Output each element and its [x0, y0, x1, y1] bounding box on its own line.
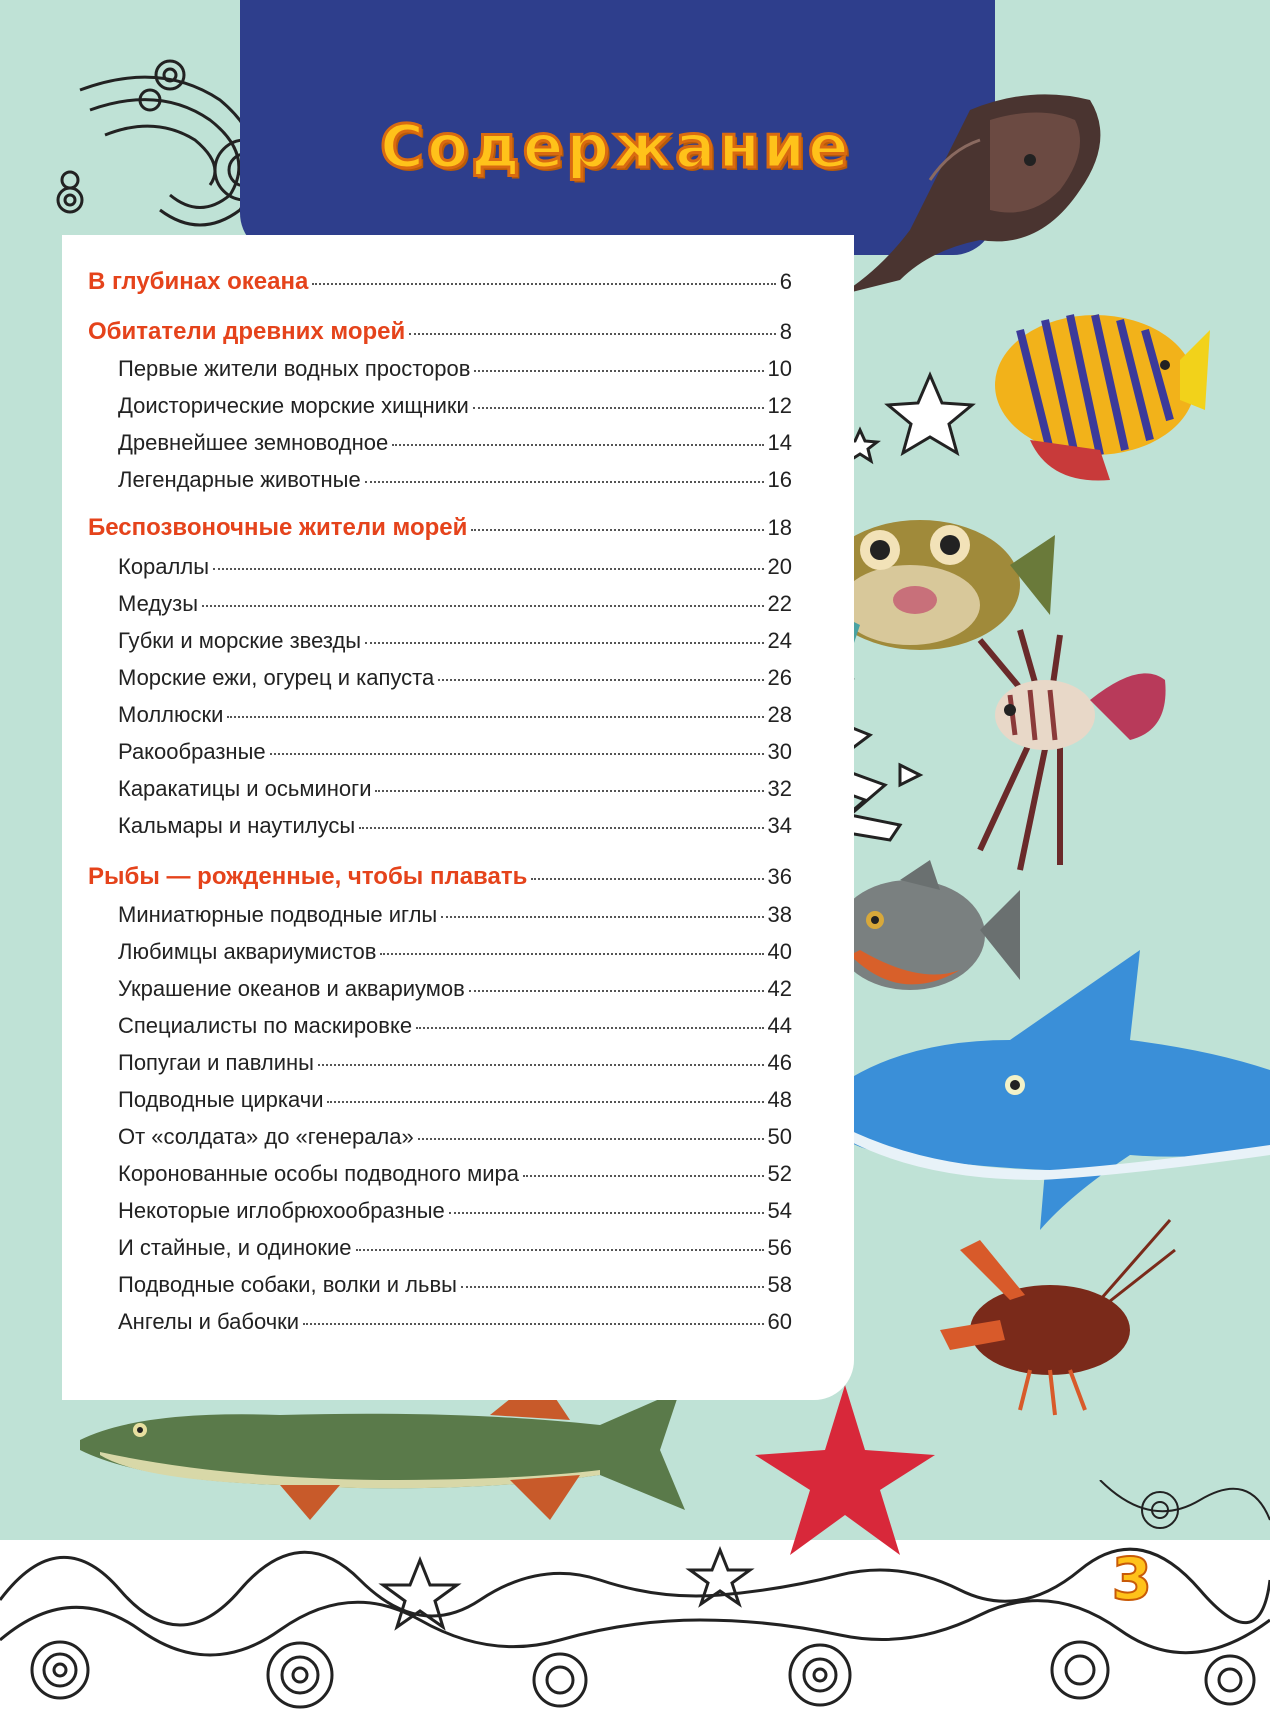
toc-page: 30 — [767, 739, 792, 764]
toc-sub-row[interactable] — [118, 554, 792, 580]
toc-label: Легендарные животные — [118, 467, 361, 492]
toc-sub-row[interactable] — [118, 776, 792, 802]
toc-leader — [523, 1175, 764, 1177]
toc-leader — [409, 333, 776, 335]
toc-label: Первые жители водных просторов — [118, 356, 471, 381]
crayfish-icon — [940, 1210, 1180, 1420]
toc-page: 10 — [767, 356, 792, 381]
toc-sub-row[interactable] — [118, 1124, 792, 1150]
toc-leader — [270, 753, 764, 755]
toc-sub-row[interactable] — [118, 467, 792, 493]
toc-leader — [474, 370, 763, 372]
toc-leader — [375, 790, 763, 792]
toc-label: Морские ежи, огурец и капуста — [118, 665, 435, 690]
toc-page: 28 — [767, 702, 792, 727]
toc-section-row[interactable] — [88, 863, 792, 891]
page-title: Содержание — [380, 112, 852, 182]
toc-leader — [438, 679, 763, 681]
toc-label: Подводные собаки, волки и львы — [118, 1272, 457, 1297]
toc-sub-row[interactable] — [118, 356, 792, 382]
toc-sub-row[interactable] — [118, 1050, 792, 1076]
toc-leader — [202, 605, 763, 607]
toc-label: Кораллы — [118, 554, 210, 579]
toc-label: Доисторические морские хищники — [118, 393, 469, 418]
toc-page: 14 — [767, 430, 792, 455]
toc-sub-row[interactable] — [118, 1198, 792, 1224]
toc-page: 38 — [767, 902, 792, 927]
toc-label: Кальмары и наутилусы — [118, 813, 356, 838]
ray-fish-icon — [830, 80, 1130, 310]
shark-icon — [810, 940, 1270, 1240]
toc-label: Древнейшее земноводное — [118, 430, 389, 455]
toc-page: 50 — [767, 1124, 792, 1149]
toc-leader — [449, 1212, 764, 1214]
toc-leader — [227, 716, 763, 718]
toc-label: Губки и морские звезды — [118, 628, 362, 653]
toc-page: 34 — [767, 813, 792, 838]
toc-label: Попугаи и павлины — [118, 1050, 314, 1075]
toc-sub-row[interactable] — [118, 813, 792, 839]
toc-page: 26 — [767, 665, 792, 690]
toc-leader — [473, 407, 764, 409]
toc-label: Некоторые иглобрюхообразные — [118, 1198, 445, 1223]
toc-label: Подводные циркачи — [118, 1087, 324, 1112]
toc-page: 44 — [767, 1013, 792, 1038]
toc-page: 32 — [767, 776, 792, 801]
toc-label: Украшение океанов и аквариумов — [118, 976, 465, 1001]
toc-section-row[interactable] — [88, 268, 792, 296]
page-number: 3 — [1111, 1545, 1152, 1613]
toc-label: Медузы — [118, 591, 199, 616]
toc-sub-row[interactable] — [118, 665, 792, 691]
toc-sub-row[interactable] — [118, 902, 792, 928]
toc-section-row[interactable] — [88, 514, 792, 542]
toc-leader — [356, 1249, 764, 1251]
toc-leader — [365, 642, 763, 644]
toc-label: В глубинах океана — [88, 268, 309, 295]
toc-label: Моллюски — [118, 702, 224, 727]
toc-sub-row[interactable] — [118, 1087, 792, 1113]
toc-page: 18 — [767, 515, 792, 540]
toc-sub-row[interactable] — [118, 702, 792, 728]
toc-page: 40 — [767, 939, 792, 964]
toc-leader — [359, 827, 763, 829]
toc-leader — [365, 481, 764, 483]
toc-leader — [318, 1064, 764, 1066]
toc-page: 36 — [767, 864, 792, 889]
toc-sub-row[interactable] — [118, 591, 792, 617]
toc-leader — [531, 878, 763, 880]
toc-leader — [469, 990, 764, 992]
toc-sub-row[interactable] — [118, 1235, 792, 1261]
toc-leader — [418, 1138, 764, 1140]
toc-sub-row[interactable] — [118, 1272, 792, 1298]
toc-label: Коронованные особы подводного мира — [118, 1161, 519, 1186]
toc-page: 24 — [767, 628, 792, 653]
toc-label: Ангелы и бабочки — [118, 1309, 300, 1334]
toc-leader — [303, 1323, 763, 1325]
toc-label: От «солдата» до «генерала» — [118, 1124, 414, 1149]
toc-page: 6 — [779, 269, 792, 294]
toc-page: 8 — [779, 319, 792, 344]
toc-page: 60 — [767, 1309, 792, 1334]
toc-page: 46 — [767, 1050, 792, 1075]
angelfish-icon — [990, 290, 1210, 490]
toc-page: 52 — [767, 1161, 792, 1186]
toc-sub-row[interactable] — [118, 739, 792, 765]
toc-leader — [471, 529, 763, 531]
toc-leader — [416, 1027, 763, 1029]
toc-sub-row[interactable] — [118, 1161, 792, 1187]
toc-page: 22 — [767, 591, 792, 616]
toc-label: И стайные, и одинокие — [118, 1235, 352, 1260]
toc-sub-row[interactable] — [118, 430, 792, 456]
toc-sub-row[interactable] — [118, 1013, 792, 1039]
toc-page: 56 — [767, 1235, 792, 1260]
toc-page: 42 — [767, 976, 792, 1001]
toc-leader — [213, 568, 764, 570]
toc-label: Ракообразные — [118, 739, 266, 764]
toc-label: Специалисты по маскировке — [118, 1013, 413, 1038]
toc-leader — [380, 953, 763, 955]
toc-leader — [461, 1286, 764, 1288]
toc-leader — [441, 916, 763, 918]
toc-sub-row[interactable] — [118, 1309, 792, 1335]
toc-leader — [312, 283, 775, 285]
toc-page: 20 — [767, 554, 792, 579]
toc-sub-row[interactable] — [118, 939, 792, 965]
toc-page: 54 — [767, 1198, 792, 1223]
toc-label: Обитатели древних морей — [88, 318, 406, 345]
toc-label: Миниатюрные подводные иглы — [118, 902, 438, 927]
toc-page: 58 — [767, 1272, 792, 1297]
toc-label: Рыбы — рожденные, чтобы плавать — [88, 863, 528, 890]
starfish-icon — [750, 1380, 940, 1560]
toc-sub-row[interactable] — [118, 393, 792, 419]
toc-page: 48 — [767, 1087, 792, 1112]
toc-page: 16 — [767, 467, 792, 492]
lionfish-icon — [940, 620, 1180, 880]
toc-leader — [327, 1101, 763, 1103]
toc-sub-row[interactable] — [118, 976, 792, 1002]
toc-sub-row[interactable] — [118, 628, 792, 654]
toc-leader — [392, 444, 763, 446]
toc-label: Каракатицы и осьминоги — [118, 776, 372, 801]
toc-page: 12 — [767, 393, 792, 418]
toc-label: Любимцы аквариумистов — [118, 939, 377, 964]
toc-section-row[interactable] — [88, 318, 792, 346]
toc-label: Беспозвоночные жители морей — [88, 514, 468, 541]
